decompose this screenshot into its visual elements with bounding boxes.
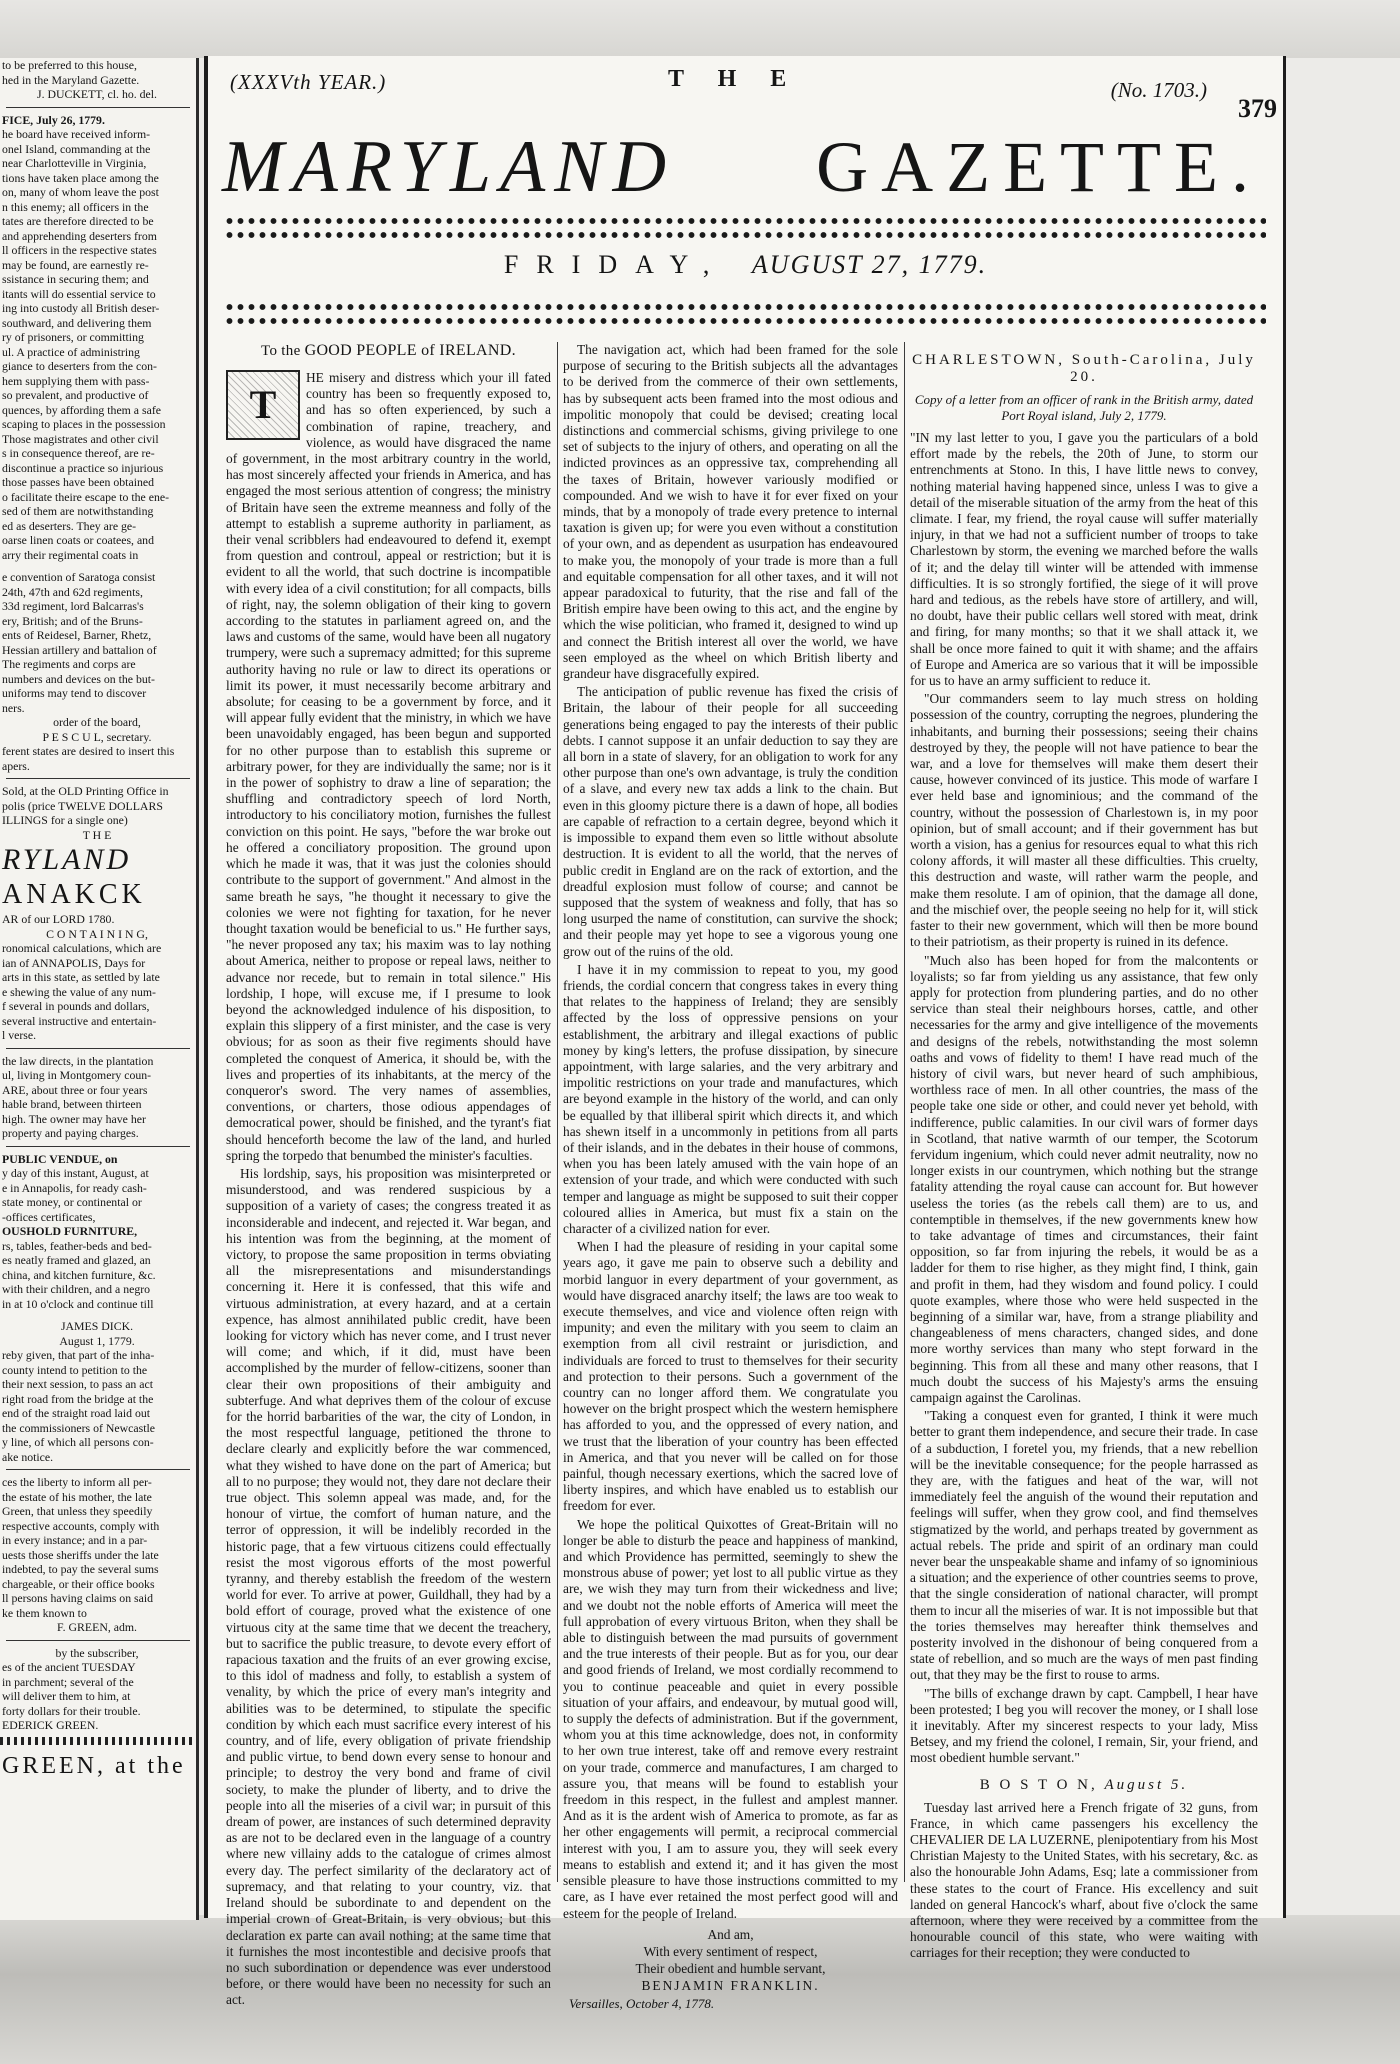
left-page-line: The regiments and corps are xyxy=(2,657,136,671)
left-page-line: will deliver them to him, at xyxy=(2,1689,131,1703)
dateline xyxy=(208,250,1283,280)
column-ireland-address xyxy=(226,342,551,2008)
left-page-line: their next session, to pass an act xyxy=(2,1377,154,1391)
left-page-line: C O N T A I N I N G, xyxy=(46,926,148,941)
left-page-line: Sold, at the OLD Printing Office in xyxy=(2,784,169,798)
left-page-line: 33d regiment, lord Balcarras's xyxy=(2,599,144,613)
left-page-line: ANAKCK xyxy=(2,879,146,910)
left-page-line: in parchment; several of the xyxy=(2,1674,134,1689)
left-page-line: onel Island, commanding at the xyxy=(2,141,151,156)
closing-line-3: Their obedient and humble servant, xyxy=(635,1960,826,1976)
ornament-rule-top xyxy=(224,214,1266,228)
left-page-line: f several in pounds and dollars, xyxy=(2,999,150,1013)
left-page-line: ll persons having claims on said xyxy=(2,1591,154,1605)
left-page-line: hed in the Maryland Gazette. xyxy=(2,72,140,87)
left-page-line: so prevalent, and productive of xyxy=(2,388,149,402)
address-heading-caps: GOOD PEOPLE of IRELAND. xyxy=(304,342,516,359)
left-page-line: ian of ANNAPOLIS, Days for xyxy=(2,955,146,970)
left-page-line: Those magistrates and other civil xyxy=(2,431,159,446)
left-page-line: those passes have been obtained xyxy=(2,475,155,489)
left-page-line: ners. xyxy=(2,700,25,715)
left-page-line: several instructive and entertain- xyxy=(2,1013,157,1028)
left-page-line: ry of prisoners, or committing xyxy=(2,330,144,344)
left-page-line: in every instance; and in a par- xyxy=(2,1533,148,1547)
left-page-line: chargeable, or their office books xyxy=(2,1576,155,1591)
left-page-line: and apprehending deserters from xyxy=(2,228,157,243)
left-page-line: polis (price TWELVE DOLLARS xyxy=(2,798,163,813)
left-page-line: n this enemy; all officers in the xyxy=(2,199,149,214)
left-page-line: near Charlotteville in Virginia, xyxy=(2,156,147,170)
column-rule-2 xyxy=(904,342,905,1882)
left-page-line: ul, living in Montgomery coun- xyxy=(2,1068,152,1082)
left-page-line: Green, that unless they speedily xyxy=(2,1504,153,1518)
issue-number: (No. 1703.) xyxy=(1110,78,1207,102)
left-page-line: tates are therefore directed to be xyxy=(2,214,154,228)
left-page-line: FICE, July 26, 1779. xyxy=(2,112,105,127)
left-page-line: y day of this instant, August, at xyxy=(2,1166,149,1180)
left-page-line: ronomical calculations, which are xyxy=(2,941,162,955)
left-page-line: the law directs, in the plantation xyxy=(2,1053,154,1068)
left-page-line: numbers and devices on the but- xyxy=(2,671,155,686)
left-page-line: 24th, 47th and 62d regiments, xyxy=(2,584,143,599)
paragraph: HE misery and distress which your ill fated country has been so frequently exposed to, and has so often experienced, by such a combination of rapine, treachery, and violence, as would have disgraced the name of government, in the most arbitrary country in the world, has most sincerely affected your friends in America, and has engaged the most serious attention of congress; the ministry of Britain have seen the extreme meanness and folly of the attempt to establish a supreme authority in parliament, as their venal scribblers had endeavoured to defend it, exempt from question and controul, appeal or restriction; but it is evident to all the world, that such doctrine is incompatible with every idea of a civil constitution; for all compacts, bills of right, nay, the solemn obligation of their king to govern according to the statutes in parliament agreed on, and the laws and customs of the same, would have been all nugatory trumpery, were such a supremacy admitted; for this supreme authority having no rule or law to direct its operations or limit its power, it must necessarily become arbitrary and absolute; for ceasing to be a government by force, and it will appear fully evident that the ministry, in which we have been unavoidably engaged, has been begun and supported for no other purpose than to establish this supreme or arbitrary power, for they are individually the same; nor is it in the power of sophistry to draw a line of separation; the shuffling and contradictory speech of lord North, introductory to his conciliatory motion, furnishes the fullest conviction on this point. He says, "before the war broke out he offered a conciliatory proposition. The ground upon which he made it was, that it was just the colonies should contribute to the support of government." And almost in the same breath he says, "he thought it necessary to give the colonies we were not fighting for taxation, for he never thought taxation would be beneficial to us." He further says, "he never proposed any tax; his maxim was to lay nothing about America, neither to propose or repeal laws, neither to advance nor recede, but to remain in total silence." His lordship, I hope, will excuse me, if I presume to look beyond the acknowledged indulence of his disposition, to explain this slippery of a first minister, and the case is very obvious; for as soon as their five regiments should have completed the conquest of America, it should be, with the lives and properties of its inhabitants, at the mercy of the conqueror's sword. The very names of assemblies, conventions, or charters, those odious appendages of democratical power, should be finished, and the tyrant's fiat should henceforth become the law of the land, and hurled spring the torpedo that benumbed the minister's faculties. xyxy=(226,370,551,1163)
left-page-line: hable brand, between thirteen xyxy=(2,1097,142,1111)
left-page-line: the commissioners of Newcastle xyxy=(2,1420,155,1435)
left-page-divider xyxy=(6,1640,190,1641)
left-page-line: uniforms may tend to discover xyxy=(2,686,147,700)
left-page-line: ery, British; and of the Bruns- xyxy=(2,613,143,628)
left-page-line: GREEN, at the xyxy=(2,1752,186,1779)
left-page-line: es neatly framed and glazed, an xyxy=(2,1253,151,1267)
closing-line-2: With every sentiment of respect, xyxy=(643,1943,818,1959)
left-page-line: property and paying charges. xyxy=(2,1126,139,1140)
left-page-line: quences, by affording them a safe xyxy=(2,402,161,417)
left-page-divider xyxy=(6,1469,190,1470)
paragraph: Tuesday last arrived here a French frigate of 32 guns, from France, in which came passengers his excellency the CHEVALIER DE LA LUZERNE, plenipotentiary from his Most Christian Majesty to the United States, with his secretary, &c. as also the honourable John Adams, Esq; late a commissioner from these states to the court of France. His excellency and suit landed on general Hancock's wharf, about five o'clock the same afternoon, where they were received by a committee from the honourable council of this state, who were waiting with carriages for their reception; they were conducted to xyxy=(910,1799,1258,1961)
left-page-line: may be found, are earnestly re- xyxy=(2,257,149,272)
left-page-line: l verse. xyxy=(2,1028,37,1042)
left-page-line: F. GREEN, adm. xyxy=(57,1620,137,1634)
left-page-divider xyxy=(6,107,190,108)
paragraph: I have it in my commission to repeat to you, my good friends, the cordial concern that congress takes in every thing that relates to the happiness of Ireland; they are sensibly affected by the loss of oppressive pensions on your establishment, the arbitrary and illegal exactions of public money by king's letters, the profuse dissipation, by sinecure appointment, with large salaries, and the very arbitrary and impolitic restrictions on your trade and manufactures, which are beyond example in the history of the world, and can only be equalled by that illiberal spirit which directs it, and which has shewn itself in a uncommonly in petitions from all parts of their islands, and in the debates in their house of commons, when you has been lately amused with the vain hope of an extension of your trade, and which were conducted with such temper and language as might be supposed to suit their copper coloured allies in America, but must fix a stain on the character of a civilized nation for ever. xyxy=(563,961,898,1236)
scan-top-margin xyxy=(0,0,1400,58)
left-page-line: high. The owner may have her xyxy=(2,1111,146,1126)
left-page-line: T H E xyxy=(82,827,112,842)
left-page-line: ces the liberty to inform all per- xyxy=(2,1475,152,1489)
paragraph: His lordship, says, his proposition was misinterpreted or misunderstood, and was rendered suspicious by a supposition of a variety of cases; the congress treated it as inconsiderable and indecent, and rejected it. War began, and his intention was from the beginning, at the moment of victory, to propose the same proposition in terms obviating all the misrepresentations and misunderstandings concerning it. Here it is confessed, that this wife and virtuous administration, at every hazard, and at a certain expence, has almost annihilated public credit, have been looking for victory which has never come, and I trust never will come; and which, if it did, must have been accomplished by the murder of fellow-citizens, sooner than clear their own propositions of their ambiguity and subterfuge. And what deprives them of the colour of excuse for the horrid barbarities of the war, the city of London, in the most respectful language, petitioned the throne to declare clearly and explicitly before the war commenced, what they wished to have done on the part of America; but all to no purpose; they would not, they dare not declare their true object. This solemn appeal was made, and, for the honour of virtue, the comfort of human nature, and the terror of oppression, it will be indelibly recorded in the historic page, that a few virtuous citizens could effectually resist the most vigorous efforts of the most powerful tyranny, and thereby establish the freedom of the western world for ever. To arrive at power, Guildhall, they had by a bold effort of courage, proved what the existence of one virtuous city at the same time that we decent the treachery, but to sacrifice the public treasure, to devote every effort of rapacious taxation and the fruits of an ever growing excise, to this idol of madness and folly, to establish a system of venality, by which the price of every man's integrity and abilities was to be determined, to stipulate the specific condition by which each must sacrifice every interest of his country, and of life, every obligation of private friendship and public virtue, to bend down every sense to honour and principle; to destroy the very bond and frame of civil society, to make the plunder of liberty, and to drive the people into all the miseries of a civil war; in pursuit of this dream of power, are instances of such determined depravity as are not to be declared even in the language of a country where new villainy adds to the catalogue of crimes almost every day. The perfect similarity of the declaratory act of supremacy, and that relating to your country, viz. that Ireland should be subordinate to and dependent on the imperial crown of Great-Britain, is very obvious; but this declaration ex parte can avail nothing; at the same time that it furnishes the most incontestible and decisive proofs that no such subordination or dependence was ever understood before, or there would have been no necessity for such an act. xyxy=(226,1165,551,2008)
left-page-line: ing into custody all British deser- xyxy=(2,301,160,315)
left-page-line: EDERICK GREEN. xyxy=(2,1718,99,1732)
ornament-rule-bottom xyxy=(224,300,1266,314)
left-page-line: itants will do essential service to xyxy=(2,286,156,301)
left-page-divider xyxy=(0,562,196,570)
left-page-line: es of the ancient TUESDAY xyxy=(2,1660,136,1674)
left-page-line: ke them known to xyxy=(2,1605,87,1620)
left-page-line: tions have taken place among the xyxy=(2,170,159,185)
left-page-line: J. DUCKETT, cl. ho. del. xyxy=(36,87,158,101)
left-page-line: apers. xyxy=(2,758,30,773)
left-page-line: e convention of Saratoga consist xyxy=(2,570,156,584)
left-page-line: OUSHOLD FURNITURE, xyxy=(2,1224,138,1238)
left-page-line: ents of Reidesel, Barner, Rhetz, xyxy=(2,628,152,642)
left-page-line: end of the straight road laid out xyxy=(2,1406,151,1420)
title-maryland: MARYLAND xyxy=(222,126,676,208)
left-page-line: ARE, about three or four years xyxy=(2,1082,148,1097)
left-page-line: hem supplying them with pass- xyxy=(2,373,150,388)
left-page-line: discontinue a practice so injurious xyxy=(2,460,164,475)
dateline-date: AUGUST 27, 1779. xyxy=(751,250,988,279)
ornament-rule-top-2 xyxy=(224,228,1266,242)
left-page-line: with their children, and a negro xyxy=(2,1282,151,1296)
boston-place: B O S T O N, xyxy=(979,1776,1098,1793)
closing-block xyxy=(563,1926,898,1994)
left-page-line: Hessian artillery and battalion of xyxy=(2,642,157,657)
left-page-line: uests those sheriffs under the late xyxy=(2,1547,159,1562)
left-page-line: s in consequence thereof, are re- xyxy=(2,446,155,460)
left-page-line: reby given, that part of the inha- xyxy=(2,1348,155,1362)
left-page-divider xyxy=(6,778,190,779)
column-navigation-act xyxy=(563,342,898,2011)
charlestown-heading: CHARLESTOWN, South-Carolina, July 20. xyxy=(912,352,1256,385)
left-page-line: giance to deserters from the con- xyxy=(2,359,157,373)
paragraph: "IN my last letter to you, I gave you the particulars of a bold effort made by the rebels, the 20th of June, to storm our entrenchments at Stono. In this, I have little news to convey, nothing material having happened since, unless I was to give a detail of the miserable situation of the army from the heat of this climate. I fear, my friend, the royal cause will suffer materially injury, in that we had not a sufficient number of troops to take Charlestown by storm, the evening we marched before the walls of it; and the delay till winter will be attended with immense difficulties. It is so strongly fortified, the siege of it will prove hard and tedious, as the rebels have store of artillery, and will, no doubt, have their public cellars well stored with meat, drink and firing, for many months; so that it we shall attack it, we shall be once more fained to quit it with shame; and the affairs of Europe and America are so various that it will be impossible for us to have an army sufficient to reduce it. xyxy=(910,430,1258,689)
page-folio: 379 xyxy=(1238,94,1277,123)
left-page-line: the estate of his mother, the late xyxy=(2,1489,152,1504)
left-page-line: ed as deserters. They are ge- xyxy=(2,518,137,533)
paragraph: "Taking a conquest even for granted, I think it were much better to grant them independence, and secure their trade. In case of a subduction, I foretel you, my friends, that a new rebellion will be the inevitable consequence; for the people harrassed as they are, with the fatigues and heat of the war, will not immediately feel the anguish of the wound their reputation and feelings will suffer, when they grow cool, and find themselves stigmatized by the world, and perhaps treated by government as actual rebels. The pride and spirit of an ordinary man could never bear the unspeakable shame and infamy of so ignominious a situation; and the experience of other countries seems to prove, that the single consideration of national character, will prompt them to incur all the miseries of war. It is not impossible but that the tories themselves may hereafter think themselves and posterity involved in the dishonour of being conquered from a state of rebellion, and so much are the ways of men past finding out, that they may be the first to rouse to arms. xyxy=(910,1408,1258,1683)
left-page-line: -offices certificates, xyxy=(2,1209,96,1224)
paragraph: "Much also has been hoped for from the malcontents or loyalists; so far from yielding us any assistance, that few only apply for protection from plundering parties, and do no other service than steal their neighbours horses, cattle, and other necessaries for the army and give intelligence of the movements and designs of the rebels, notwithstanding the most solemn oaths and vows of fidelity to them! I have read much of the history of civil wars, but never heard of such amphibious, worthless race of men. In all other countries, the mass of the people take one side or other, and could never yet behold, with indifference, public calamities. In our civil wars of former days in Scotland, that native warmth of our temper, the Scotorum fervidum ingenium, which could never admit neutrality, now no longer exists in our countrymen, which nothing but the strange fatality attending the royal cause can account for. But however useless the tories (as the rebels call them) are to us, and contemptible in themselves, if the new governments knew how to take advantage of times and circumstances, their faint opposition, so far from injuring the rebels, it would be as a ladder for them to rise higher, as they might find, I think, gain and profit in them, had they wisdom and found policy. I could quote examples, where those who were held suspected in the beginning of a similar war, have, from a strange pliability and changeableness of mens characters, changed sides, and done more worthy services than many who stept forward in the beginning. This from all these and many other reasons, that I much doubt the success of his Majesty's arms the ensuing campaign against the Carolinas. xyxy=(910,952,1258,1405)
left-page-line: August 1, 1779. xyxy=(59,1333,135,1348)
ornament-rule-bottom-2 xyxy=(224,314,1266,328)
decorative-dropcap: T xyxy=(226,370,300,440)
address-heading xyxy=(226,342,551,360)
left-page-line: in at 10 o'clock and continue till xyxy=(2,1296,154,1311)
left-page-line: to be preferred to this house, xyxy=(2,58,137,72)
column-charlestown xyxy=(910,342,1258,1961)
left-page-line: ll officers in the respective states xyxy=(2,243,157,257)
paragraph: "Our commanders seem to lay much stress on holding possession of the country, corrupting the negroes, plundering the inhabitants, and burning their possessions; seeing their chains destroyed by they, the people will not have patience to bear the war, and a love for themselves will make them desert their cause, however convinced of its justice. This mode of warfare I ever held base and ignominious; and the command of the country, without the possession of Charlestown is, in my poor opinion, but of small account; and if their government has but worth a vision, has a genius for resources equal to what this rich colony affords, it will master all these difficulties. This cruelty, this destruction and waste, will rather warm the people, and make them resolute. I am of opinion, that the damage all done, and the mischief over, the people seeing no help for it, will stick faster to their new government, which will then be more bound to their patriotism, as their property is ruined in its defence. xyxy=(910,691,1258,950)
gazette-page xyxy=(204,56,1286,2011)
dateline-day: FRIDAY, xyxy=(503,250,728,279)
masthead-title xyxy=(222,112,1262,222)
left-page-divider xyxy=(6,1146,190,1147)
left-page-divider xyxy=(0,1311,196,1319)
masthead-the: T H E xyxy=(668,66,801,92)
left-page-line: he board have received inform- xyxy=(2,127,151,141)
left-page-line: e in Annapolis, for ready cash- xyxy=(2,1180,147,1195)
left-page-line: southward, and delivering them xyxy=(2,315,152,330)
left-page-line: P E S C U L, secretary. xyxy=(42,729,152,744)
column-rule-1 xyxy=(557,342,558,1882)
left-page-line: indebted, to pay the several sums xyxy=(2,1562,159,1576)
left-page-line: ul. A practice of administring xyxy=(2,344,140,359)
signature: BENJAMIN FRANKLIN. xyxy=(641,1977,820,1993)
left-page-line: state money, or continental or xyxy=(2,1195,142,1209)
left-page-line: arry their regimental coats in xyxy=(2,547,139,562)
left-page-line: o facilitate theire escape to the ene- xyxy=(2,489,170,504)
left-page-line: sed of them are notwithstanding xyxy=(2,504,154,518)
left-page-line: right road from the bridge at the xyxy=(2,1391,154,1406)
signature-place: Versailles, October 4, 1778. xyxy=(569,1995,715,2011)
paragraph: We hope the political Quixottes of Great-Britain will no longer be able to disturb the peace and happiness of mankind, and which Providence has permitted, seemingly to shew the monstrous abuse of power; yet lost to all public virtue as they are, we wish they may turn from their wickedness and live; and we doubt not the noble efforts of America will meet the full approbation of every virtuous Briton, when they shall be able to distinguish between the mad pursuits of government and the true interests of their people. But as for you, our dear and good friends of Ireland, we most cordially recommend to you to continue peaceable and quiet in every possible situation of your affairs, and endeavour, by mutual good will, to supply the defects of administration. But if the government, whom you at this time acknowledge, does not, in conformity to her own true interest, take off and remove every restraint on your trade, commerce and manufactures, I am charged to assure you, that means will be found to establish your freedom in this respect, in the fullest and amplest manner. And as it is the ardent wish of America to promote, as far as her other engagements will permit, a reciprocal commercial interest with you, I am to assure you, they will seek every means to establish and extend it; and it has given the most sensible pleasure to have those instructions committed to my care, as I have ever retained the most perfect good will and esteem for the people of Ireland. xyxy=(563,1516,898,1921)
left-page-line: ssistance in securing them; and xyxy=(2,272,149,286)
left-page-line: RYLAND xyxy=(2,843,132,876)
left-page-line: ILLINGS for a single one) xyxy=(2,813,128,827)
left-page-line: y line, of which all persons con- xyxy=(2,1435,154,1449)
paragraph: The navigation act, which had been framed for the sole purpose of securing to the British subjects all the advantages to be derived from the commerce of their own settlements, has by subsequent acts been framed into the most odious and impolitic monopoly that could be devised; creating local distinctions and commercial schisms, giving privilege to one set of subjects to the injury of others, and operating on all the indicted provinces as an oppressive tax, comprehending all the taxes of Britain, however variously modified or compounded. And we wish to have it for ever fixed on your minds, that by a monopoly of trade every pretence to internal taxation is given up; for were you even without a constitution of your own, and as dependent as usurpation has endeavoured to make you, the monopoly of your trade is more than a full and equitable compensation for all other taxes, and it will not appear paradoxical to futurity, that the rise and fall of the British empire have been owing to this act, and the engine by which the wise politician, who framed it, designed to wind up and connect the British interest all over the world, we have seen employed as the wheel on which British liberty and grandeur have disgracefully expired. xyxy=(563,342,898,682)
left-page-line: ferent states are desired to insert this xyxy=(2,744,175,758)
left-page-line: respective accounts, comply with xyxy=(2,1518,160,1533)
paragraph: When I had the pleasure of residing in your capital some years ago, it gave me pain to observe such a debility and morbid languor in every department of your government, as would have disgraced anarchy itself; the laws are too weak to execute themselves, and vice and violence often reign with impunity; and even the military with you seem to claim an exemption from all civil restraint or jurisdiction, and individuals are forced to trust to themselves for their security and protection to their persons. Such a government of the country can no longer afford them. We congratulate you however on the bright prospect which the western hemisphere has afforded to you, and the oppressed of every nation, and we trust that the liberation of your country has been effected in America, and that you never will be called on for those painful, though necessary exertions, which the sacred love of liberty inspires, and which have enabled us to establish our freedom for ever. xyxy=(563,1239,898,1514)
left-page-line: arts in this state, as settled by late xyxy=(2,970,160,984)
left-page-line: on, many of whom leave the post xyxy=(2,185,159,199)
left-page-line: rs, tables, feather-beds and bed- xyxy=(2,1238,152,1253)
boston-heading xyxy=(910,1777,1258,1794)
paragraph: "The bills of exchange drawn by capt. Campbell, I hear have been protested; I beg you will recover the money, or I shall lose it inevitably. After my sincerest respects to your lady, Miss Betsey, and my friend the colonel, I remain, Sir, your friend, and most obedient humble servant." xyxy=(910,1685,1258,1766)
left-page-divider xyxy=(0,1737,196,1745)
left-page-line: e shewing the value of any num- xyxy=(2,984,156,999)
closing-line: And am, xyxy=(707,1926,754,1942)
left-page-line: county intend to petition to the xyxy=(2,1362,148,1377)
letter-subheading: Copy of a letter from an officer of rank in the British army, dated Port Royal island, July 2, 1779. xyxy=(914,392,1254,423)
adjacent-page-left xyxy=(0,58,199,1920)
left-page-line: scaping to places in the possession xyxy=(2,417,166,431)
boston-date: August 5. xyxy=(1104,1776,1189,1793)
title-gazette: GAZETTE. xyxy=(816,127,1262,207)
left-page-line: order of the board, xyxy=(53,715,141,729)
left-page-line: oarse linen coats or coatees, and xyxy=(2,533,154,547)
left-page-line: AR of our LORD 1780. xyxy=(2,912,115,926)
left-page-line: by the subscriber, xyxy=(55,1645,139,1660)
left-page-line: PUBLIC VENDUE, on xyxy=(2,1151,118,1166)
left-page-line: forty dollars for their trouble. xyxy=(2,1703,141,1718)
left-page-line: JAMES DICK. xyxy=(60,1319,134,1333)
left-page-line: china, and kitchen furniture, &c. xyxy=(2,1267,156,1282)
left-page-divider xyxy=(6,1048,190,1049)
left-page-line: ake notice. xyxy=(2,1449,54,1464)
address-heading-pre: To the xyxy=(261,343,305,359)
volume-year: (XXXVth YEAR.) xyxy=(230,70,387,94)
paragraph: The anticipation of public revenue has fixed the crisis of Britain, the labour of their people for all succeeding generations being engaged to pay the interests of their public debts. I cannot suppose it an unfair deduction to say they are all born in a state of slavery, for an obligation to work for any other purpose than one's own advantage, is truly the condition of a slave, and every new tax adds a link to the chain. But even in this gloomy picture there is a dawn of hope, all bodies are capable of refraction to a certain degree, beyond which it is impossible to expand them even so little without absolute destruction. It is evident to all the world, that the nerves of public credit in England are on the rack of extortion, and the dreadful explosion must follow of course; and cannot be supposed that the system of weakness and folly, that has so long usurped the name of constitution, can survive the shock; and their people may yet hope to see a vigorous young one grow out of the ruins of the old. xyxy=(563,684,898,959)
